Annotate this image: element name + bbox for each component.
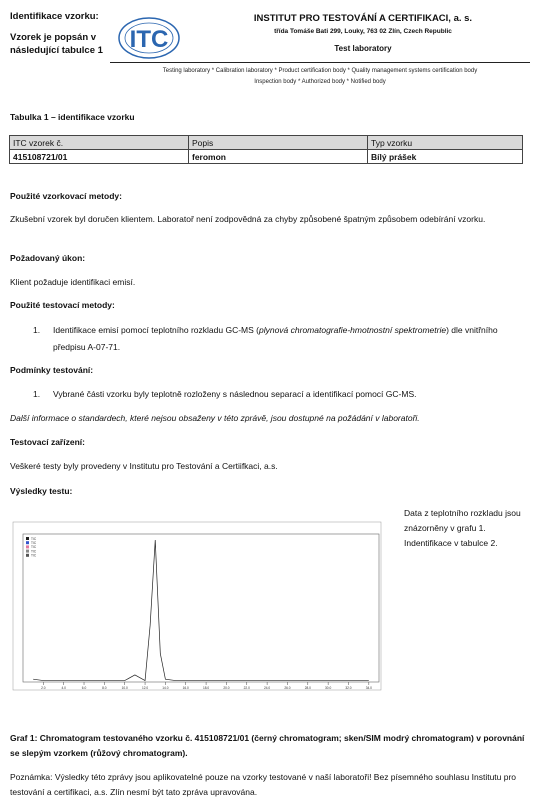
results-title: Výsledky testu:: [10, 486, 73, 496]
x-tick-label: 32.0: [345, 686, 352, 690]
col-header-itc: ITC vzorek č.: [10, 136, 189, 150]
table-row: [10, 150, 523, 164]
legend-swatch: [26, 541, 29, 544]
services-line-1: Testing laboratory * Calibration laboratory * Product certification body * Quality management systems certification body: [162, 68, 478, 74]
legend-label: TIC: [31, 549, 37, 554]
chart-note: Data z teplotního rozkladu jsou znázorněny v grafu 1. Indentifikace v tabulce 2.: [404, 508, 521, 548]
cell-typ: Bílý prášek: [368, 150, 523, 164]
x-tick-label: 26.0: [284, 686, 291, 690]
legend-swatch: [26, 554, 29, 557]
legend-swatch: [26, 545, 29, 548]
equipment-title: Testovací zařízení:: [10, 437, 85, 447]
x-tick-label: 18.0: [202, 686, 210, 690]
services-list: [110, 66, 530, 88]
table-title: Tabulka 1 – identifikace vzorku: [10, 112, 135, 122]
additional-info: [10, 411, 525, 426]
test-methods-title: Použité testovací metody:: [10, 300, 115, 310]
legend-label: TIC: [31, 553, 37, 558]
cell-itc: 415108721/01: [10, 150, 189, 164]
test-conditions-item: [33, 386, 523, 403]
institute-address: třída Tomáše Bati 299, Louky, 763 02 Zlín, Czech Republic: [274, 28, 452, 35]
x-tick-label: 30.0: [325, 686, 332, 690]
x-tick-label: 16.0: [182, 686, 189, 690]
test-method-text-b: ) dle vnitřního předpisu A-07-71.: [53, 325, 498, 352]
test-method-text-a: Identifikace emisí pomocí teplotního rozkladu GC-MS (: [53, 325, 259, 335]
institute-name: INSTITUT PRO TESTOVÁNÍ A CERTIFIKACI, a. s.: [253, 13, 473, 24]
x-tick-label: 14.0: [162, 686, 169, 690]
x-tick-label: 4.0: [61, 686, 66, 690]
x-tick-label: 8.0: [102, 686, 107, 690]
x-tick-label: 12.0: [141, 686, 149, 690]
x-tick-label: 28.0: [304, 686, 311, 690]
x-tick-label: 10.0: [121, 686, 128, 690]
legend-label: TIC: [31, 545, 37, 550]
legend-swatch: [26, 537, 29, 540]
note-text: Poznámka: Výsledky této zprávy jsou aplikovatelné pouze na vzorky testované v naší laboratoři! Bez písemného souhlasu Institutu pro testování a certifikaci, a.s. Zlín nesmí být tato zpráva upravována.: [10, 772, 517, 797]
equipment-text: Veškeré testy byly provedeny v Institutu pro Testování a Certiifkaci, a.s.: [10, 461, 278, 471]
x-tick-label: 6.0: [81, 686, 87, 690]
header-divider: [110, 62, 530, 63]
cell-popis: feromon: [189, 150, 368, 164]
logo-text: ITC: [129, 26, 169, 53]
header-sample-id: [10, 10, 120, 57]
chart-legend: [26, 537, 37, 558]
col-header-popis: Popis: [189, 136, 368, 150]
sample-id-title: Identifikace vzorku:: [10, 11, 99, 22]
test-conditions-title: Podmínky testování:: [10, 365, 94, 375]
col-header-typ: Typ vzorku: [368, 136, 523, 150]
test-method-text-italic: plynová chromatografie-hmotnostní spektrometrie: [258, 325, 447, 335]
chart-frame: [13, 522, 381, 690]
institute-lab: Test laboratory: [334, 44, 392, 53]
itc-logo: [118, 16, 180, 60]
x-tick-label: 2.0: [41, 686, 46, 690]
list-number: 1.: [33, 325, 41, 335]
sampling-methods-title: Použité vzorkovací metody:: [10, 191, 122, 201]
chromatogram-chart: [11, 520, 383, 692]
test-conditions-text: Vybrané části vzorku byly teplotně rozloženy s následnou separací a identifikací pomocí GC-MS.: [53, 389, 417, 399]
legend-label: TIC: [31, 536, 37, 541]
requested-action-title: Požadovaný úkon:: [10, 253, 86, 263]
additional-info-text: Další informace o standardech, které nejsou obsaženy v této zprávě, jsou dostupné na požádání v laboratoři.: [10, 413, 420, 423]
x-tick-label: 24.0: [264, 686, 271, 690]
chart-caption: Graf 1: Chromatogram testovaného vzorku č. 415108721/01 (černý chromatogram; sken/SIM modrý chromatogram) v porovnání se slepým vzorkem (růžový chromatogram).: [10, 733, 525, 758]
table-header-row: [10, 136, 523, 150]
legend-swatch: [26, 550, 29, 553]
x-tick-label: 22.0: [243, 686, 250, 690]
legend-label: TIC: [31, 541, 37, 545]
x-tick-label: 20.0: [223, 686, 230, 690]
sampling-methods-text: Zkušební vzorek byl doručen klientem. Laboratoř není zodpovědná za chyby způsobené špatným způsobem odebírání vzorku.: [10, 214, 486, 224]
sample-id-table: [9, 135, 523, 164]
services-line-2: Inspection body * Authorized body * Notified body: [254, 79, 386, 85]
list-number: 1.: [33, 389, 41, 399]
requested-action-text: Klient požaduje identifikaci emisí.: [10, 277, 136, 287]
sample-id-text: Vzorek je popsán v následující tabulce 1: [10, 32, 103, 56]
test-methods-item: [33, 322, 523, 356]
x-tick-label: 34.0: [365, 686, 372, 690]
